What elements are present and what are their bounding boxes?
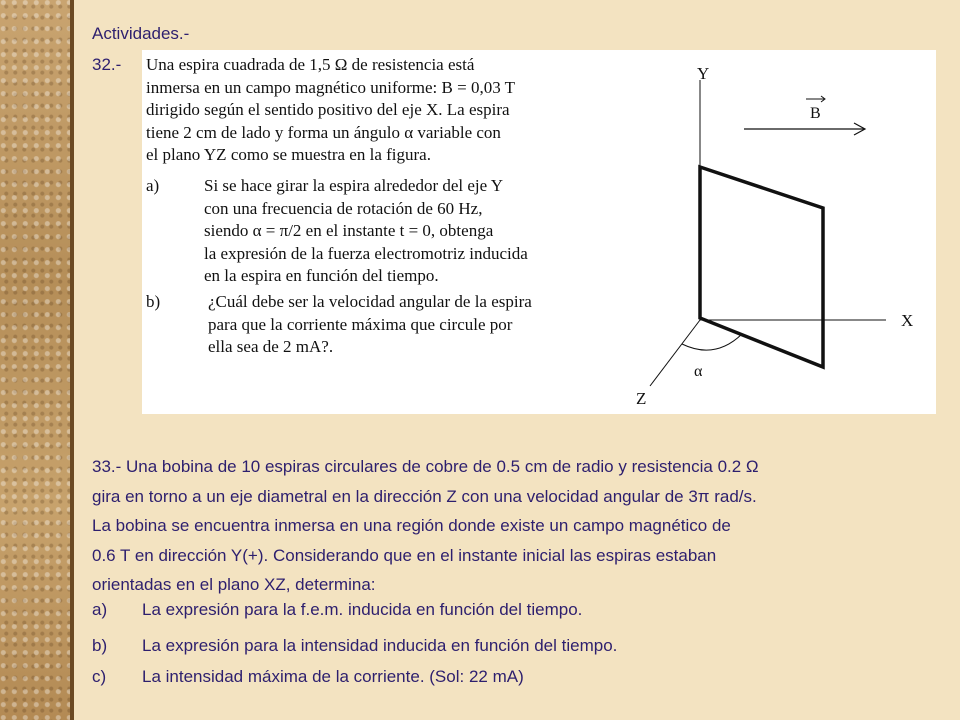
problem-33-line: 0.6 T en dirección Y(+). Considerando que en el instante inicial las espiras estaban <box>92 545 717 565</box>
problem-33-item-c <box>92 667 524 687</box>
statement-line: Una espira cuadrada de 1,5 Ω de resistencia está <box>146 55 475 74</box>
angle-arc <box>682 334 742 350</box>
item-text: La intensidad máxima de la corriente. (Sol: 22 mA) <box>142 667 524 686</box>
problem-33-line: gira en torno a un eje diametral en la dirección Z con una velocidad angular de 3π rad/s. <box>92 486 757 506</box>
field-label: B <box>810 105 821 122</box>
problem-33-line: orientadas en el plano XZ, determina: <box>92 575 376 594</box>
problem-33-line: La bobina se encuentra inmersa en una región donde existe un campo magnético de <box>92 516 731 535</box>
part-a-line: la expresión de la fuerza electromotriz inducida <box>204 243 528 263</box>
problem-33-statement <box>92 452 759 600</box>
part-b-line: para que la corriente máxima que circule por <box>208 314 513 334</box>
item-marker: c) <box>92 667 107 686</box>
item-marker: b) <box>92 636 108 655</box>
part-b-line: ella sea de 2 mA?. <box>208 337 334 356</box>
part-b-text <box>208 291 532 359</box>
problem-33-item-a <box>92 600 582 620</box>
part-a-line: siendo α = π/2 en el instante t = 0, obtenga <box>204 221 494 240</box>
activities-heading: Actividades.- <box>92 24 190 43</box>
part-a-line: Si se hace girar la espira alrededor del eje Y <box>204 176 504 195</box>
part-a-line: con una frecuencia de rotación de 60 Hz, <box>204 198 483 218</box>
part-b-line: ¿Cuál debe ser la velocidad angular de la espira <box>208 292 532 311</box>
x-axis-label: X <box>901 311 914 330</box>
statement-line: inmersa en un campo magnético uniforme: B = 0,03 T <box>146 77 516 97</box>
item-text: La expresión para la intensidad inducida en función del tiempo. <box>142 636 618 655</box>
square-loop <box>700 167 823 367</box>
problem-32-statement <box>146 54 515 167</box>
z-axis-label: Z <box>636 389 647 408</box>
z-axis <box>650 320 700 386</box>
angle-label: α <box>694 363 703 380</box>
part-b-marker: b) <box>146 292 161 311</box>
part-a-line: en la espira en función del tiempo. <box>204 266 439 285</box>
problem-32-number: 32.- <box>92 55 122 74</box>
item-text: La expresión para la f.e.m. inducida en función del tiempo. <box>142 600 583 619</box>
y-axis-label: Y <box>697 64 710 83</box>
part-a-marker: a) <box>146 176 160 195</box>
item-marker: a) <box>92 600 108 619</box>
statement-line: dirigido según el sentido positivo del eje X. La espira <box>146 100 510 119</box>
statement-line: tiene 2 cm de lado y forma un ángulo α variable con <box>146 122 501 142</box>
problem-33-item-b <box>92 636 617 656</box>
band-divider <box>70 0 74 720</box>
decorative-texture-band <box>0 0 70 720</box>
statement-line: el plano YZ como se muestra en la figura. <box>146 145 431 164</box>
problem-32-image <box>142 50 936 414</box>
problem-33-line: 33.- Una bobina de 10 espiras circulares de cobre de 0.5 cm de radio y resistencia 0.2 Ω <box>92 457 759 476</box>
loop-figure <box>620 50 936 414</box>
part-a-text <box>204 175 528 288</box>
